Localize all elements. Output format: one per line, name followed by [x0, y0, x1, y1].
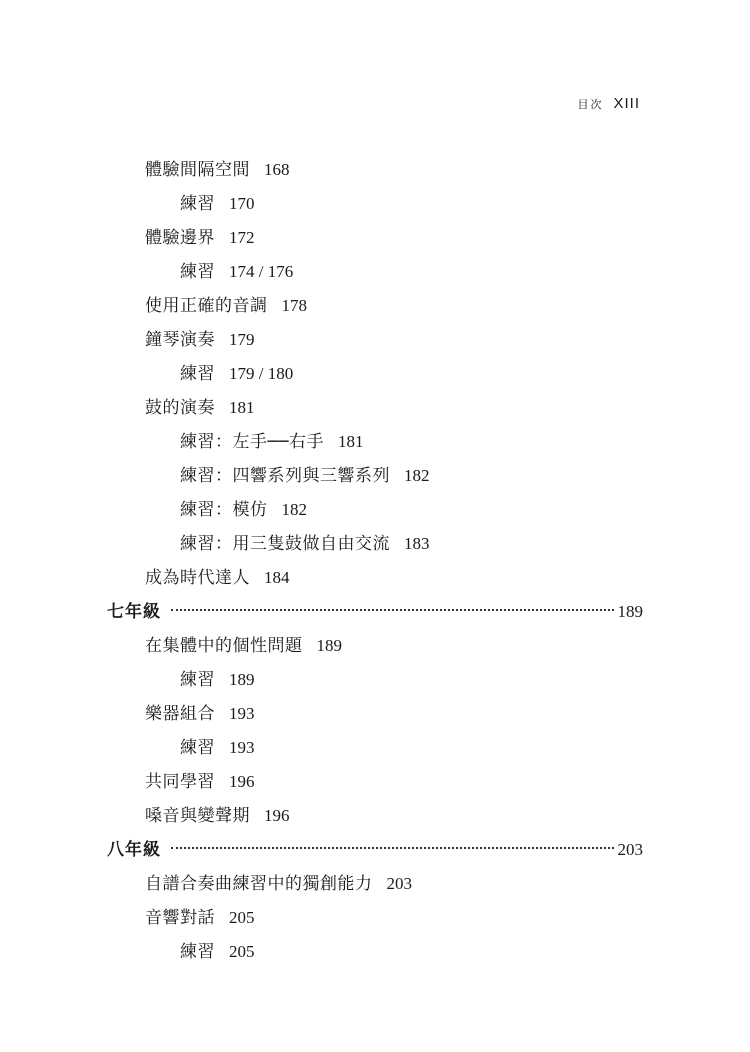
entry-title: 練習：四響系列與三響系列	[180, 466, 390, 486]
entry-title: 樂器組合	[145, 704, 215, 724]
toc-subentry[interactable]	[180, 189, 255, 219]
entry-page-number: 172	[229, 228, 255, 247]
chapter-heading[interactable]	[107, 597, 643, 627]
chapter-page-number: 203	[617, 840, 643, 859]
toc-entry[interactable]	[145, 325, 255, 355]
entry-page-number: 196	[264, 806, 290, 825]
toc-entry[interactable]	[145, 631, 342, 661]
entry-page-number: 168	[264, 160, 290, 179]
chapter-heading[interactable]	[107, 835, 643, 865]
entry-title: 練習：用三隻鼓做自由交流	[180, 534, 390, 554]
entry-page-number: 178	[281, 296, 307, 315]
entry-page-number: 205	[229, 908, 255, 927]
entry-page-number: 189	[316, 636, 342, 655]
toc-entry[interactable]	[145, 699, 255, 729]
entry-page-number: 196	[229, 772, 255, 791]
chapter-page-number: 189	[617, 602, 643, 621]
entry-title: 體驗邊界	[145, 228, 215, 248]
toc-entry[interactable]	[145, 903, 255, 933]
toc-entry[interactable]	[145, 869, 412, 899]
entry-page-number: 184	[264, 568, 290, 587]
toc-entry[interactable]	[145, 563, 290, 593]
entry-page-number: 193	[229, 738, 255, 757]
entry-title: 練習	[180, 262, 215, 282]
entry-title: 練習	[180, 194, 215, 214]
entry-page-number: 193	[229, 704, 255, 723]
toc-subentry[interactable]	[180, 257, 293, 287]
toc-entry[interactable]	[145, 155, 290, 185]
entry-page-number: 181	[337, 432, 364, 451]
chapter-title: 八年級	[107, 840, 161, 860]
entry-title: 練習	[180, 738, 215, 758]
entry-page-number: 182	[281, 500, 307, 519]
running-head	[577, 95, 640, 112]
entry-page-number: 174 / 176	[229, 262, 294, 281]
toc-subentry[interactable]	[180, 937, 255, 967]
running-head-page-number: XIII	[613, 95, 640, 112]
entry-title: 嗓音與變聲期	[145, 806, 250, 826]
entry-title: 鐘琴演奏	[145, 330, 215, 350]
toc-subentry[interactable]	[180, 427, 363, 457]
entry-title: 練習：左手──右手	[180, 432, 324, 452]
dot-leader	[171, 609, 614, 611]
toc-entry[interactable]	[145, 393, 255, 423]
entry-title: 練習	[180, 364, 215, 384]
entry-page-number: 203	[386, 874, 412, 893]
entry-page-number: 205	[229, 942, 255, 961]
running-head-section: 目次	[577, 98, 604, 111]
entry-title: 音響對話	[145, 908, 215, 928]
toc-subentry[interactable]	[180, 495, 307, 525]
dot-leader	[171, 847, 614, 849]
toc-entry[interactable]	[145, 291, 307, 321]
entry-title: 鼓的演奏	[145, 398, 215, 418]
entry-title: 練習	[180, 942, 215, 962]
toc-subentry[interactable]	[180, 359, 293, 389]
entry-page-number: 170	[229, 194, 255, 213]
entry-title: 成為時代達人	[145, 568, 250, 588]
toc-subentry[interactable]	[180, 733, 255, 763]
entry-page-number: 179	[229, 330, 255, 349]
entry-title: 在集體中的個性問題	[145, 636, 303, 656]
toc-entry[interactable]	[145, 801, 290, 831]
toc-subentry[interactable]	[180, 529, 430, 559]
toc-entry[interactable]	[145, 767, 255, 797]
entry-page-number: 189	[229, 670, 255, 689]
entry-title: 共同學習	[145, 772, 215, 792]
toc-entry[interactable]	[145, 223, 255, 253]
entry-page-number: 179 / 180	[229, 364, 294, 383]
entry-title: 練習：模仿	[180, 500, 268, 520]
entry-title: 使用正確的音調	[145, 296, 268, 316]
toc-subentry[interactable]	[180, 461, 430, 491]
entry-page-number: 183	[404, 534, 430, 553]
chapter-title: 七年級	[107, 602, 161, 622]
entry-title: 練習	[180, 670, 215, 690]
entry-page-number: 182	[404, 466, 430, 485]
entry-title: 體驗間隔空間	[145, 160, 250, 180]
toc-subentry[interactable]	[180, 665, 255, 695]
entry-title: 自譜合奏曲練習中的獨創能力	[145, 874, 373, 894]
entry-page-number: 181	[229, 398, 255, 417]
